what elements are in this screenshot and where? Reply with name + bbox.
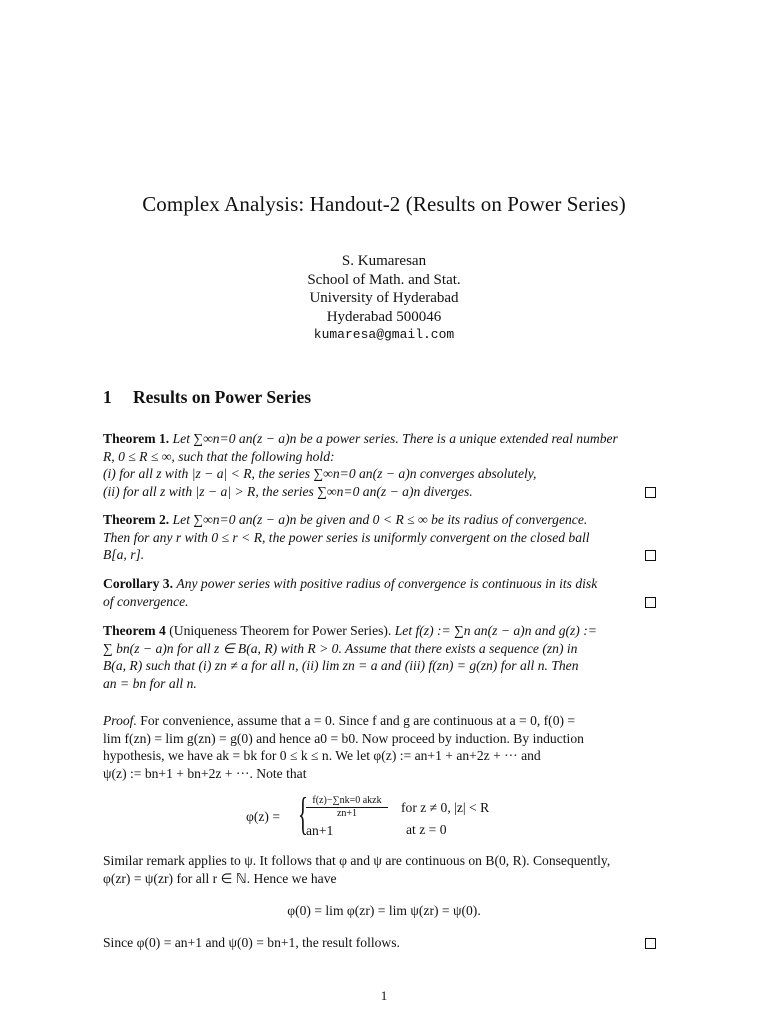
case-1-condition: for z ≠ 0, |z| < R [401,800,490,815]
display-equation: φ(0) = lim φ(zr) = lim ψ(zr) = ψ(0). [287,903,481,918]
qed-square [645,487,656,498]
qed-square [645,597,656,608]
author-name: S. Kumaresan [341,253,427,269]
qed-square [645,938,656,949]
theorem-4-line-3: B(a, R) such that (i) zn ≠ a for all n, (ii) lim zn = a and (iii) f(zn) = g(zn) for all n. Then [103,658,579,673]
proof-line-6: φ(zr) = ψ(zr) for all r ∈ ℕ. Hence we have [103,870,337,886]
corollary-3-line-1: Any power series with positive radius of convergence is continuous in its disk [176,576,598,591]
theorem-4-name: (Uniqueness Theorem for Power Series). [169,623,392,638]
proof [103,712,656,782]
proof-line-4: ψ(z) := bn+1 + bn+2z + ···. Note that [103,765,307,781]
qed-square [645,550,656,561]
case-2-value: an+1 [306,823,334,838]
author-university: University of Hyderabad [309,290,459,306]
theorem-1-line-3: (i) for all z with |z − a| < R, the series ∑∞n=0 an(z − a)n converges absolutely, [103,466,537,481]
corollary-3 [103,575,656,610]
proof-continued [103,852,656,887]
case-1-denominator: zn+1 [336,808,358,819]
theorem-2-line-2: Then for any r with 0 ≤ r < R, the power series is uniformly convergent on the closed ball [103,529,590,545]
left-brace-icon: { [298,788,308,839]
piecewise-equation [246,788,546,843]
phi-lhs: φ(z) = [246,809,280,824]
theorem-2-line-1: Let ∑∞n=0 an(z − a)n be given and 0 < R ≤ ∞ be its radius of convergence. [172,512,588,527]
theorem-1-label: Theorem 1. [103,431,170,446]
theorem-1-line-1: Let ∑∞n=0 an(z − a)n be a power series. There is a unique extended real number [172,431,618,446]
author-affiliation: School of Math. and Stat. [307,271,461,288]
theorem-1-line-2: R, 0 ≤ R ≤ ∞, such that the following hold: [103,448,335,464]
section-heading [103,387,311,408]
case-1-numerator: f(z)−∑nk=0 akzk [306,795,388,808]
theorem-4-line-1: Let f(z) := ∑n an(z − a)n and g(z) := [394,623,597,638]
section-title: Results on Power Series [133,387,312,407]
theorem-4-label: Theorem 4 [103,623,166,638]
proof-conclusion [103,934,656,952]
corollary-3-line-2: of convergence. [103,593,189,609]
theorem-2-line-3: B[a, r]. [103,547,145,562]
theorem-1-line-4: (ii) for all z with |z − a| > R, the series ∑∞n=0 an(z − a)n diverges. [103,483,473,499]
page-number: 1 [380,988,388,1003]
case-1-fraction [306,795,388,819]
proof-line-2: lim f(zn) = lim g(zn) = g(0) and hence a0 = b0. Now proceed by induction. By induction [103,730,584,746]
section-number: 1 [103,387,112,407]
theorem-4-line-4: an = bn for all n. [103,675,197,691]
document-title: Complex Analysis: Handout-2 (Results on Power Series) [142,192,626,216]
corollary-3-label: Corollary 3. [103,576,173,591]
case-2-condition: at z = 0 [406,822,447,837]
author-email: kumaresa@gmail.com [313,327,455,342]
proof-line-5: Similar remark applies to ψ. It follows that φ and ψ are continuous on B(0, R). Consequently, [103,853,611,868]
proof-line-1: For convenience, assume that a = 0. Since f and g are continuous at a = 0, f(0) = [140,713,576,728]
theorem-2-label: Theorem 2. [103,512,170,527]
theorem-1 [103,430,656,500]
proof-line-7: Since φ(0) = an+1 and ψ(0) = bn+1, the result follows. [103,935,400,950]
proof-label: Proof. [103,713,137,728]
proof-line-3: hypothesis, we have ak = bk for 0 ≤ k ≤ n. We let φ(z) := an+1 + an+2z + ··· and [103,748,541,763]
author-address: Hyderabad 500046 [326,308,442,325]
theorem-4 [103,622,656,692]
theorem-2 [103,511,656,564]
author-block [0,252,768,345]
theorem-4-line-2: ∑ bn(z − a)n for all z ∈ B(a, R) with R > 0. Assume that there exists a sequence (zn) in [103,640,578,656]
